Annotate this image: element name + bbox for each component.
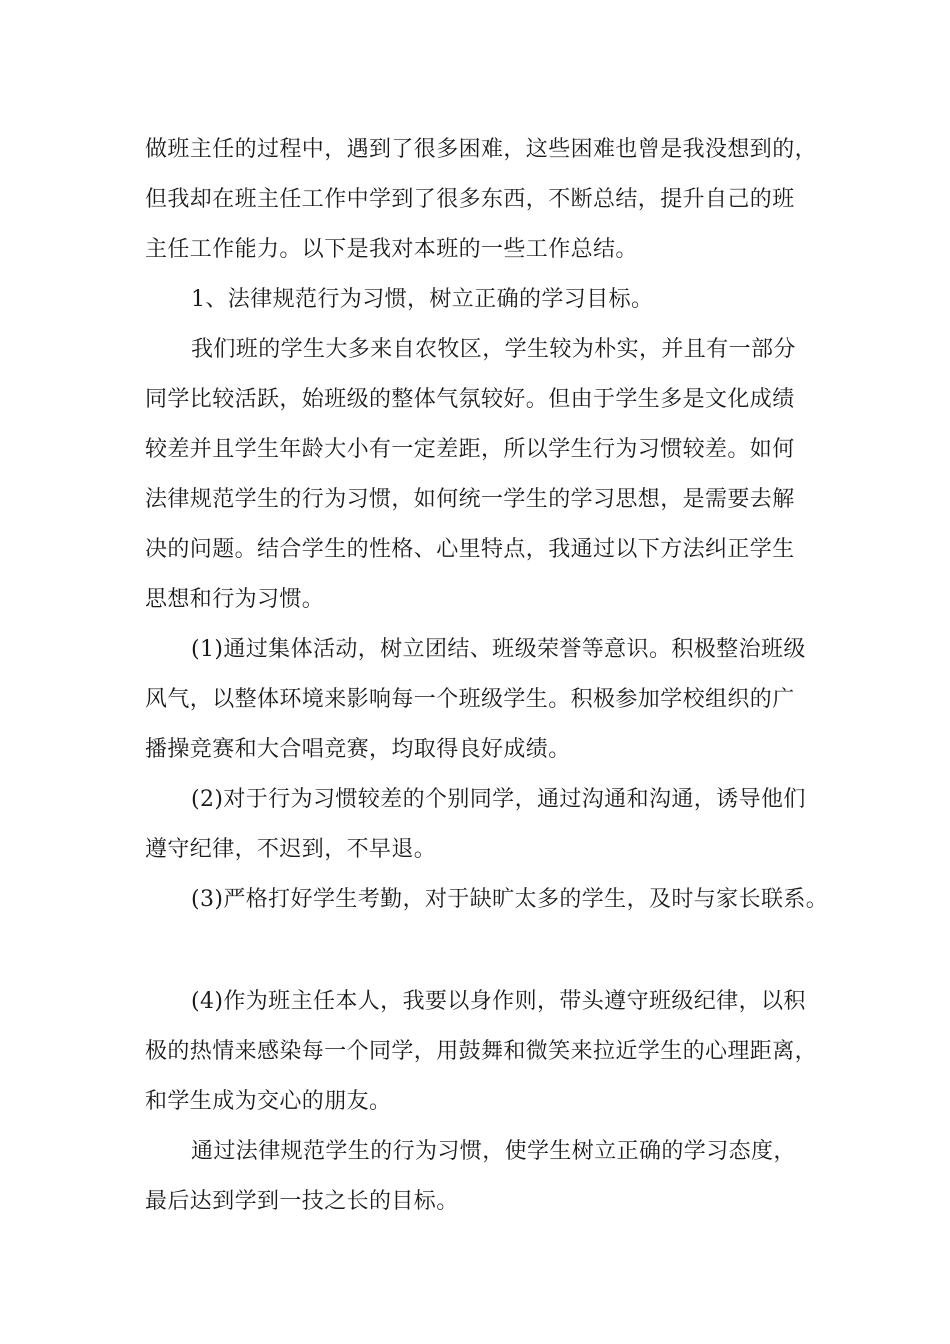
- text-line: 但我却在班主任工作中学到了很多东西，不断总结，提升自己的班: [145, 187, 795, 212]
- text-line: 最后达到学到一技之长的目标。: [145, 1189, 459, 1214]
- text-line: 极的热情来感染每一个同学，用鼓舞和微笑来拉近学生的心理距离，: [145, 1039, 818, 1064]
- text-line: 法律规范学生的行为习惯，如何统一学生的学习思想，是需要去解: [145, 487, 795, 512]
- text-line: 决的问题。结合学生的性格、心里特点，我通过以下方法纠正学生: [145, 537, 795, 562]
- text-line: 1、法律规范行为习惯，树立正确的学习目标。: [191, 287, 654, 312]
- text-line: 做班主任的过程中，遇到了很多困难，这些困难也曾是我没想到的，: [145, 137, 818, 162]
- text-line: 风气，以整体环境来影响每一个班级学生。积极参加学校组织的广: [145, 687, 795, 712]
- text-line: (4)作为班主任本人，我要以身作则，带头遵守班级纪律，以积: [191, 989, 806, 1014]
- text-line: 我们班的学生大多来自农牧区，学生较为朴实，并且有一部分: [191, 337, 796, 362]
- text-line: 思想和行为习惯。: [145, 587, 325, 612]
- text-line: (1)通过集体活动，树立团结、班级荣誉等意识。积极整治班级: [191, 637, 806, 662]
- text-line: (3)严格打好学生考勤，对于缺旷太多的学生，及时与家长联系。: [191, 887, 829, 912]
- text-line: 播操竞赛和大合唱竞赛，均取得良好成绩。: [145, 737, 571, 762]
- text-line: 通过法律规范学生的行为习惯，使学生树立正确的学习态度，: [191, 1139, 796, 1164]
- text-line: 和学生成为交心的朋友。: [145, 1089, 392, 1114]
- text-line: 较差并且学生年龄大小有一定差距，所以学生行为习惯较差。如何: [145, 437, 795, 462]
- text-line: 主任工作能力。以下是我对本班的一些工作总结。: [145, 237, 638, 262]
- text-line: 同学比较活跃，始班级的整体气氛较好。但由于学生多是文化成绩: [145, 387, 795, 412]
- text-line: 遵守纪律，不迟到，不早退。: [145, 837, 437, 862]
- text-line: (2)对于行为习惯较差的个别同学，通过沟通和沟通，诱导他们: [191, 787, 806, 812]
